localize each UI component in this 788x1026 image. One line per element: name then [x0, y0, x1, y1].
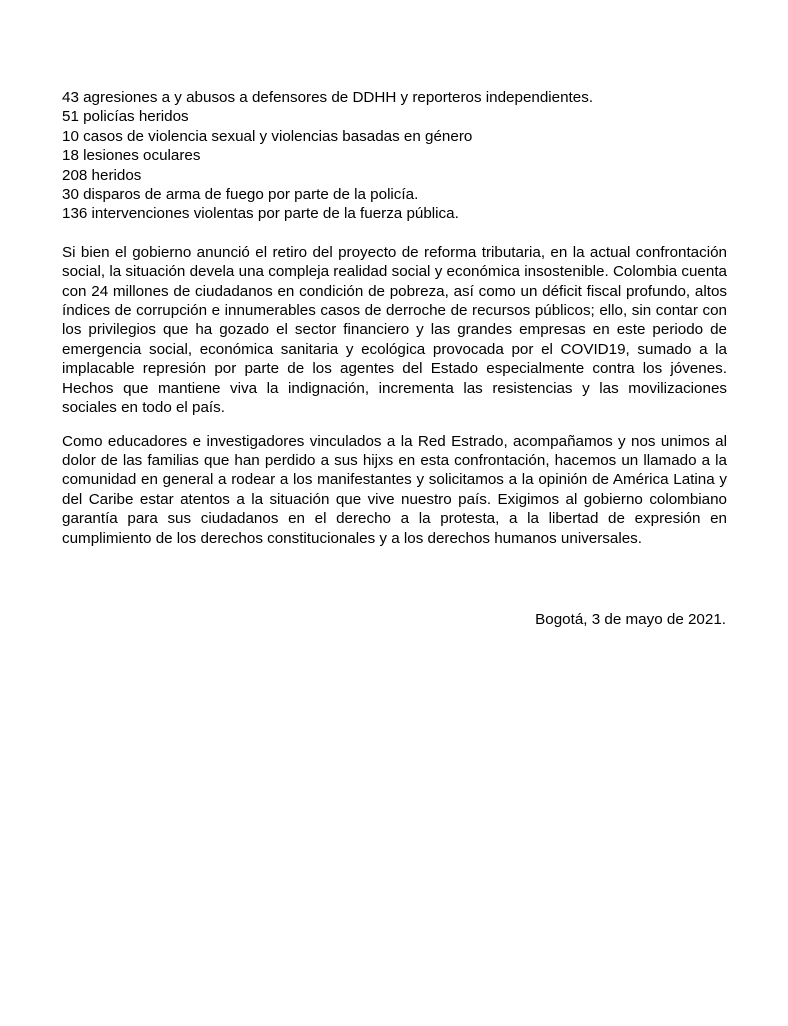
statement-paragraph: Como educadores e investigadores vinculados a la Red Estrado, acompañamos y nos unimos al dolor de las familias que han perdido a sus hijxs en esta confrontación, hacemos un llamado a la comunidad en general a rodear a los manifestantes y solicitamos a la opinión de América Latina y del Caribe estar atentos a la situación que vive nuestro país. Exigimos al gobierno colombiano garantía para sus ciudadanos en el derecho a la protesta, a la libertad de expresión en cumplimiento de los derechos constitucionales y a los derechos humanos universales. [62, 432, 727, 547]
place-date-signature: Bogotá, 3 de mayo de 2021. [535, 611, 726, 628]
statistic-item: 136 intervenciones violentas por parte de la fuerza pública. [62, 205, 459, 223]
statistic-item: 208 heridos [62, 166, 142, 184]
statistic-item: 51 policías heridos [62, 108, 189, 126]
statistic-item: 30 disparos de arma de fuego por parte de la policía. [62, 186, 419, 204]
statistics-list [62, 88, 727, 224]
statistic-item: 10 casos de violencia sexual y violencias basadas en género [62, 127, 473, 145]
document-body [62, 88, 727, 548]
context-paragraph: Si bien el gobierno anunció el retiro del proyecto de reforma tributaria, en la actual confrontación social, la situación devela una compleja realidad social y económica insostenible. Colombia cuenta con 24 millones de ciudadanos en condición de pobreza, así como un déficit fiscal profundo, altos índices de corrupción e innumerables casos de derroche de recursos públicos; ello, sin contar con los privilegios que ha gozado el sector financiero y las grandes empresas en este periodo de emergencia social, económica sanitaria y ecológica provocada por el COVID19, sumado a la implacable represión por parte de los agentes del Estado especialmente contra los jóvenes. Hechos que mantiene viva la indignación, incrementa las resistencias y las movilizaciones sociales en todo el país. [62, 243, 727, 417]
statistic-item: 18 lesiones oculares [62, 147, 201, 165]
statistic-item: 43 agresiones a y abusos a defensores de DDHH y reporteros independientes. [62, 89, 594, 106]
